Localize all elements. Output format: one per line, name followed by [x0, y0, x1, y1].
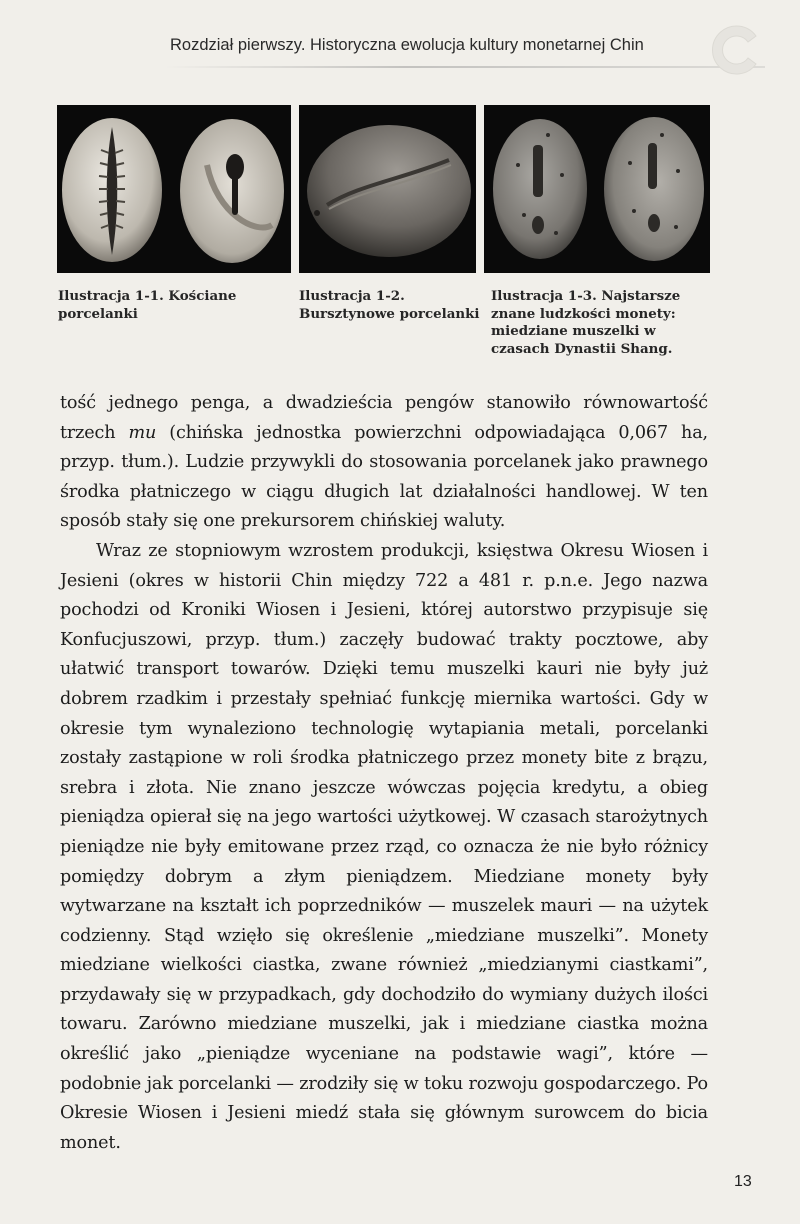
figure-amber-cowries [299, 105, 476, 273]
body-text [60, 389, 708, 1158]
figure-caption-3: Ilustracja 1-3. Najstarsze znane ludzkości monety: miedziane muszelki w czasach Dynastii Shang. [491, 288, 681, 357]
running-header: Rozdział pierwszy. Historyczna ewolucja kultury monetarnej Chin [170, 36, 644, 54]
copper-shell-image [484, 105, 710, 273]
bone-cowrie-image [57, 105, 291, 273]
amber-cowrie-image [299, 105, 476, 273]
paragraph-1-part-b: (chińska jednostka powierzchni odpowiadająca 0,067 ha, przyp. tłum.). Ludzie przywykli do stosowania porcelanek jako prawnego środka płatniczego w ciągu długich lat działalności handlowej. W ten sposób stały się one prekursorem chińskiej waluty. [60, 422, 708, 532]
figure-caption-1: Ilustracja 1-1. Kościane porcelanki [58, 288, 237, 322]
chapter-tab-icon [704, 18, 768, 82]
header-rule [165, 66, 765, 68]
page-number: 13 [734, 1173, 752, 1190]
unit-mu: mu [128, 422, 157, 443]
paragraph-1-part-a: tość jednego penga, a dwadzieścia pengów stanowiło równowartość trzech [60, 393, 708, 443]
figure-copper-shells [484, 105, 710, 273]
paragraph-1 [60, 389, 708, 537]
figure-caption-2: Ilustracja 1-2. Bursztynowe porcelanki [299, 288, 480, 322]
figure-bone-cowries [57, 105, 291, 273]
paragraph-2: Wraz ze stopniowym wzrostem produkcji, księstwa Okresu Wiosen i Jesieni (okres w historii Chin między 722 a 481 r. p.n.e. Jego nazwa pochodzi od Kroniki Wiosen i Jesieni, której autorstwo przypisuje się Konfucjuszowi, przyp. tłum.) zaczęły budować trakty pocztowe, aby ułatwić transport towarów. Dzięki temu muszelki kauri nie były już dobrem rzadkim i przestały spełniać funkcję miernika wartości. Gdy w okresie tym wynaleziono technologię wytapiania metali, porcelanki zostały zastąpione w roli środka płatniczego przez monety bite z brązu, srebra i złota. Nie znano jeszcze wówczas pojęcia kredytu, a obieg pieniądza opierał się na jego wartości użytkowej. W czasach starożytnych pieniądze nie były emitowane przez rząd, co oznacza że nie było różnicy pomiędzy dobrym a złym pieniądzem. Miedziane monety były wytwarzane na kształt ich poprzedników — muszelek mauri — na użytek codzienny. Stąd wzięło się określenie „miedziane muszelki”. Monety miedziane wielkości ciastka, zwane również „miedzianymi ciastkami”, przydawały się w przypadkach, gdy dochodziło do wymiany dużych ilości towaru. Zarówno miedziane muszelki, jak i miedziane ciastka można określić jako „pieniądze wyceniane na podstawie wagi”, które — podobnie jak porcelanki — zrodziły się w toku rozwoju gospodarczego. Po Okresie Wiosen i Jesieni miedź stała się głównym surowcem do bicia monet. [60, 540, 708, 1153]
